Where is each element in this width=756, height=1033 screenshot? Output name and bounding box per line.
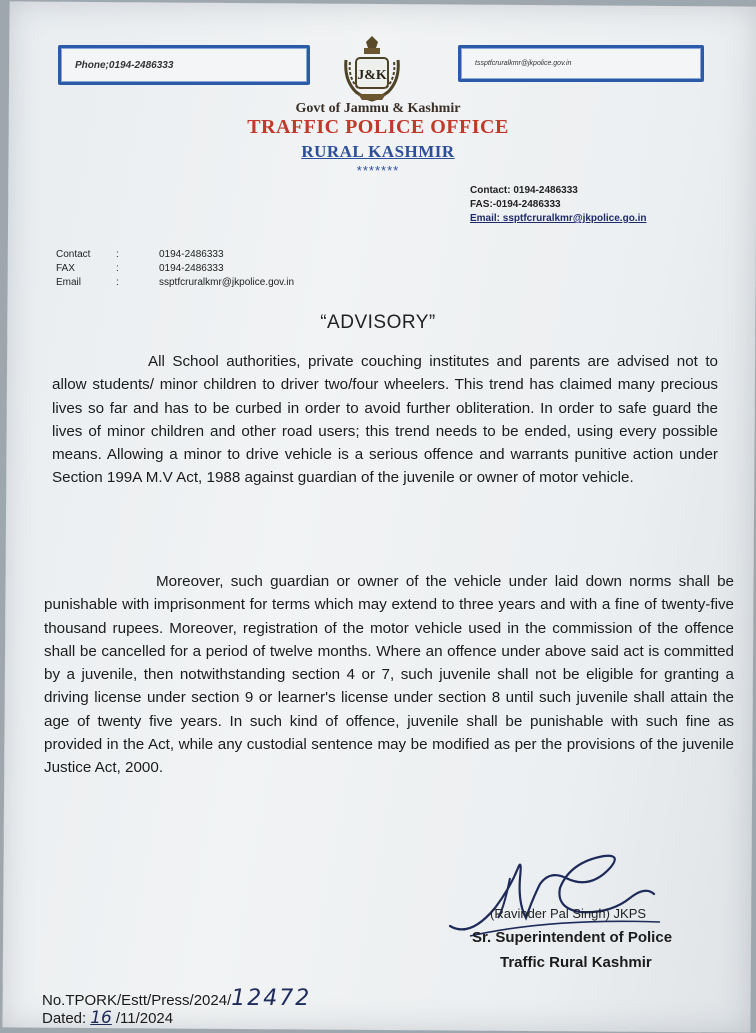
phone-header-box (58, 45, 310, 85)
right-contact-email: Email: ssptfcruralkmr@jkpolice.go.in (470, 213, 647, 224)
reference-date (42, 1008, 173, 1028)
office-heading: TRAFFIC POLICE OFFICE (247, 116, 509, 138)
right-contact-fax: FAS:-0194-2486333 (470, 199, 561, 210)
advisory-title: “ADVISORY” (320, 312, 436, 333)
email-colon: : (116, 277, 119, 288)
jk-police-emblem-icon (336, 36, 408, 104)
email-value: ssptfcruralkmr@jkpolice.gov.in (159, 277, 295, 288)
phone-header-text: Phone;0194-2486333 (75, 59, 174, 71)
email-label: Email (56, 277, 82, 288)
contact-colon: : (116, 249, 119, 260)
email-header-text: tssptfcruralkmr@jkpolice.gov.in (475, 60, 572, 67)
contact-value: 0194-2486333 (159, 249, 224, 260)
body-paragraph-2: Moreover, such guardian or owner of the vehicle under laid down norms shall be punishable with imprisonment for terms which may extend to three years and with a fine of twenty-five thousand rupees. Moreover, registration of the motor vehicle used in the commission of the offence shall be cancelled for a period of twelve months. Where an offence under above said act is committed by a juvenile, then notwithstanding section 4 or 7, such juvenile shall not be eligible for granting a driving license under section 9 or learner's license under section 8 until such juvenile shall attain the age of twenty five years. In such kind of offence, juvenile shall be punishable with such fine as provided in the Act, while any custodial sentence may be modified as per the provisions of the juvenile Justice Act, 2000. (44, 573, 734, 777)
emblem-label: J&K (357, 68, 387, 83)
right-contact-phone: Contact: 0194-2486333 (470, 185, 578, 196)
handwritten-date-day: 16 (90, 1008, 112, 1028)
date-suffix: /11/2024 (115, 1010, 174, 1027)
email-header-box (458, 45, 704, 82)
fax-colon: : (116, 263, 119, 274)
date-prefix: Dated: (42, 1010, 87, 1027)
region-heading: RURAL KASHMIR (301, 142, 455, 161)
signatory-unit: Traffic Rural Kashmir (500, 954, 652, 971)
contact-label: Contact (56, 249, 91, 260)
signatory-name: (Ravinder Pal Singh) JKPS (490, 906, 647, 921)
fax-value: 0194-2486333 (159, 263, 224, 274)
stars-divider: ******* (356, 163, 400, 178)
reference-number-prefix: No.TPORK/Estt/Press/2024/ (42, 992, 232, 1009)
signatory-title: Sr. Superintendent of Police (472, 929, 673, 946)
govt-heading: Govt of Jammu & Kashmir (295, 101, 461, 116)
handwritten-reference-number: 12472 (231, 986, 312, 1011)
body-paragraph-1: All School authorities, private couching institutes and parents are advised not to allow students/ minor children to driver two/four wheelers. This trend has claimed many precious lives so far and has to be curbed in order to avoid further obliteration. In order to safe guard the lives of minor children and other road users; this trend needs to be ended, using every possible means. Allowing a minor to drive vehicle is a serious offence and warrants punitive action under Section 199A M.V Act, 1988 against guardian of the juvenile or owner of motor vehicle. (52, 353, 718, 487)
fax-label: FAX (56, 263, 75, 274)
